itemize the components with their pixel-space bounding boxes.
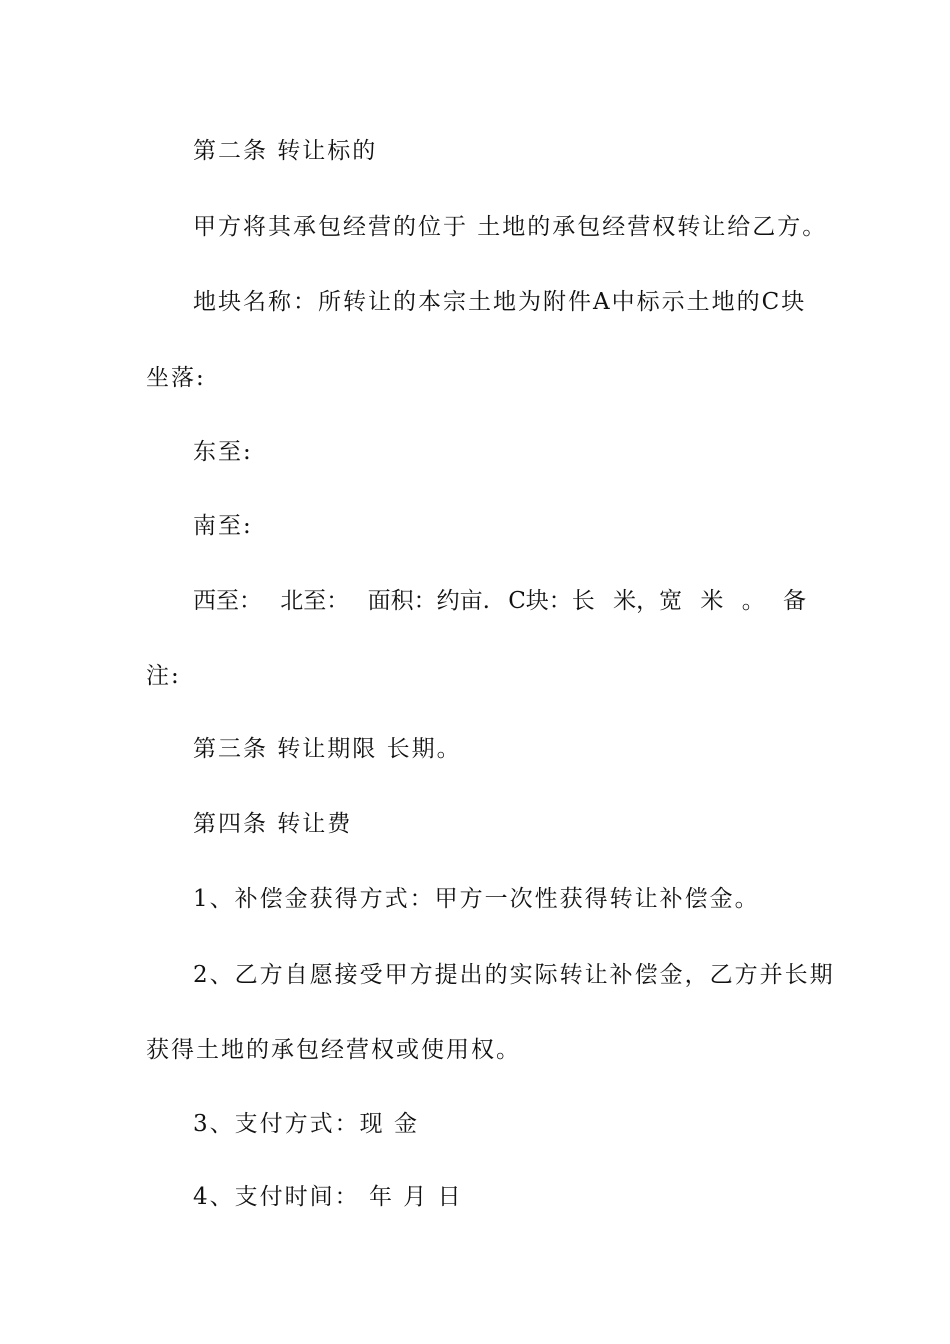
item-3-payment-method: 3、支付方式：现 金 [193,1111,419,1137]
paragraph-west-north-area [193,586,806,616]
paragraph-transfer-statement: 甲方将其承包经营的位于 土地的承包经营权转让给乙方。 [193,214,828,240]
west-boundary-label: 西至： [193,588,262,614]
item-4-payment-time: 4、支付时间： 年 月 日 [193,1184,463,1210]
paragraph-plot-name: 地块名称：所转让的本宗土地为附件A中标示土地的C块 [193,289,807,315]
area-label: 面积：约亩. [367,588,490,614]
paragraph-south-boundary: 南至: [193,513,253,539]
block-c-length-label: C块：长 [508,588,595,614]
article-4-heading: 第四条 转让费 [193,811,353,837]
paragraph-east-boundary: 东至: [193,439,253,465]
item-2-compensation-acceptance: 2、乙方自愿接受甲方提出的实际转让补偿金，乙方并长期 [193,962,835,988]
article-2-heading: 第二条 转让标的 [193,138,378,164]
paragraph-location: 坐落: [146,365,206,391]
width-label: 米，宽 [613,588,683,614]
article-3-heading: 第三条 转让期限 长期。 [193,736,462,762]
item-1-compensation-method: 1、补偿金获得方式：甲方一次性获得转让补偿金。 [193,886,760,912]
item-2-continuation: 获得土地的承包经营权或使用权。 [146,1037,521,1063]
paragraph-remark: 注: [146,663,181,689]
meter-unit: 米 [700,588,724,614]
north-boundary-label: 北至： [280,588,350,614]
period-mark: 。 [741,588,765,614]
remark-start: 备 [783,588,806,614]
